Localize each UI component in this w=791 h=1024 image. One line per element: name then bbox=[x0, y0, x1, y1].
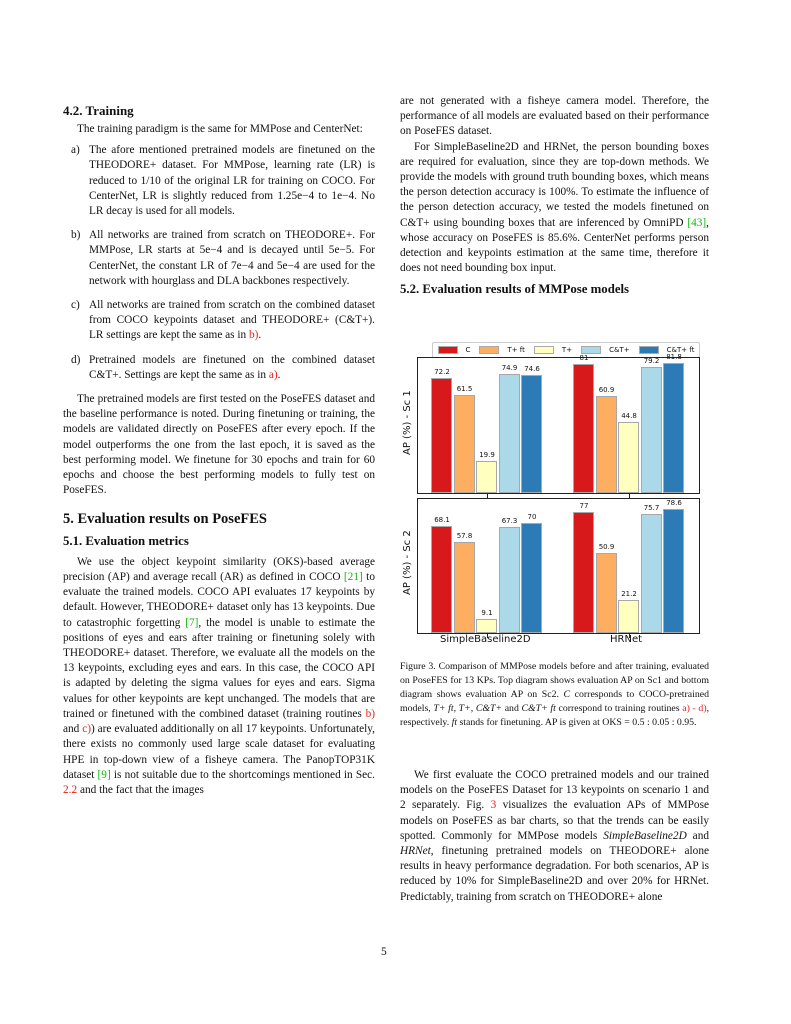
bar bbox=[431, 378, 452, 493]
right-column-bottom bbox=[400, 768, 709, 905]
bar-value-label: 9.1 bbox=[481, 608, 493, 617]
legend-item bbox=[438, 346, 471, 354]
bar bbox=[663, 509, 684, 633]
training-routines-list bbox=[63, 143, 375, 383]
left-column bbox=[63, 92, 375, 798]
routine-c: c) All networks are trained from scratch on the combined dataset from COCO keypoints dataset and THEODORE+ (C&T+). LR settings are kept the same as in b). bbox=[71, 299, 375, 342]
legend-label: T+ ft bbox=[507, 346, 525, 354]
legend-label: C bbox=[465, 346, 471, 354]
plot-scenario-1 bbox=[417, 353, 700, 494]
figure-caption: Figure 3. Comparison of MMPose models before and after training, evaluated on PoseFES for 13 KPs. Top diagram shows evaluation AP on Sc1 and bottom diagram shows evaluation AP on Sc2. C corresponds to COCO-pretrained models, T+ ft, T+, C&T+ and C&T+ ft correspond to training routines a) - d), respectively. ft stands for finetuning. AP is given at OKS = 0.5 : 0.05 : 0.95. bbox=[400, 661, 710, 728]
legend-swatch bbox=[639, 346, 659, 354]
bar bbox=[663, 363, 684, 493]
bar bbox=[499, 527, 520, 633]
bar bbox=[573, 364, 594, 493]
x-tick-label-hrnet: HRNet bbox=[610, 634, 643, 645]
legend-item bbox=[581, 346, 630, 354]
right-column-top bbox=[400, 94, 709, 298]
bar-value-label: 79.2 bbox=[643, 357, 660, 366]
section-link-2-2[interactable]: 2.2 bbox=[63, 783, 78, 796]
legend-swatch bbox=[581, 346, 601, 354]
y-axis-label-sc2: AP (%) - Sc 2 bbox=[402, 530, 413, 595]
routine-d: d) Pretrained models are finetuned on the combined dataset C&T+. Settings are kept the same as in a). bbox=[71, 353, 375, 381]
training-paragraph: The pretrained models are first tested on the PoseFES dataset and the baseline performance is noted. During finetuning or training, the models are validated directly on PoseFES after every epoch. If the model outperforms the one from the last epoch, it is saved as the best performing model. We finetune for 30 epochs and train for 60 epochs and choose the best performing models to fully test on PoseFES. bbox=[63, 393, 375, 497]
bar bbox=[431, 526, 452, 633]
bar bbox=[454, 542, 475, 633]
bar bbox=[596, 396, 617, 493]
bar-value-label: 57.8 bbox=[456, 531, 473, 540]
bar-value-label: 78.6 bbox=[666, 499, 682, 508]
bar bbox=[618, 600, 639, 633]
continued-paragraph: are not generated with a fisheye camera model. Therefore, the performance of all models are evaluated based on their performance on PoseFES dataset. bbox=[400, 95, 709, 138]
bar-value-label: 70 bbox=[527, 512, 537, 521]
routine-b: b) All networks are trained from scratch on THEODORE+. For MMPose, LR starts at 5e−4 and is decayed until 5e−5. For CenterNet, the constant LR of 7e−4 and 5e−4 are used for the network with hourglass and DLA backbones respectively. bbox=[71, 229, 375, 287]
legend-item bbox=[479, 346, 524, 354]
bar-value-label: 81.8 bbox=[666, 353, 682, 362]
bar-value-label: 44.8 bbox=[621, 411, 637, 420]
ref-link-b[interactable]: b) bbox=[249, 329, 259, 342]
bar-value-label: 61.5 bbox=[456, 385, 473, 394]
citation-9[interactable]: [9] bbox=[97, 768, 111, 781]
citation-43[interactable]: [43] bbox=[687, 216, 707, 229]
training-intro: The training paradigm is the same for MMPose and CenterNet: bbox=[77, 122, 363, 135]
subsection-heading-metrics: 5.1. Evaluation metrics bbox=[63, 533, 189, 548]
bar-value-label: 68.1 bbox=[434, 515, 450, 524]
bar bbox=[521, 375, 542, 493]
bar-value-label: 77 bbox=[579, 501, 589, 510]
bar-value-label: 74.6 bbox=[524, 364, 540, 373]
bar-value-label: 50.9 bbox=[598, 542, 615, 551]
legend-item bbox=[534, 346, 572, 354]
legend-label: C&T+ ft bbox=[666, 346, 695, 354]
plot-scenario-2 bbox=[417, 498, 700, 634]
bar bbox=[573, 512, 594, 633]
subsection-heading-mmpose: 5.2. Evaluation results of MMPose models bbox=[400, 282, 630, 297]
figure-link-3[interactable]: 3 bbox=[490, 799, 497, 812]
metrics-paragraph: We use the object keypoint similarity (OKS)-based average precision (AP) and average recall (AR) as defined in COCO [21] to evaluate the trained models. COCO API evaluates 17 keypoints by default. However, THEODORE+ dataset only has 13 keypoints. Due to catastrophic forgetting [7], the model is unable to estimate the positions of eyes and ears after training or finetuning solely with THEODORE+ dataset. Therefore, we evaluate all the models on the 13 keypoints, excluding eyes and ears. In this case, the COCO API is adapted by deleting the sigma values for eyes and ears. Sigma values for other keypoints are kept unchanged. The models that are trained or finetuned with the combined dataset (training routines b) and c)) are evaluated additionally on all 17 keypoints. Unfortunately, there exists no commonly used large scale dataset for evaluating HPE in top-down view of a fisheye camera. The PanopTOP31K dataset [9] is not suitable due to the shortcomings mentioned in Sec. 2.2 and the fact that the images bbox=[63, 555, 375, 796]
figure-3-bar-chart bbox=[400, 335, 710, 650]
bbox-paragraph: For SimpleBaseline2D and HRNet, the person bounding boxes are required for evaluation, since they are top-down methods. We provide the models with ground truth bounding boxes, which means the person detection accuracy is 100%. To estimate the influence of the person detection accuracy, we tested the models finetuned on C&T+ using bounding boxes that are inferenced by OmniPD [43], whose accuracy on PoseFES is 85.6%. CenterNet performs person detection and keypoints estimation at the same time, therefore it does not need bounding box input. bbox=[400, 140, 709, 275]
ref-link-b2[interactable]: b) bbox=[365, 707, 375, 720]
routine-a: a) The afore mentioned pretrained models are finetuned on the THEODORE+ dataset. For MMPose, learning rate (LR) is reduced to 1/10 of the original LR for training on COCO. For CenterNet, LR is slightly reduced from 1.25e−4 to 1e−4. No LR decay is used for all models. bbox=[71, 144, 375, 217]
bar-value-label: 72.2 bbox=[434, 368, 450, 377]
bar-value-label: 75.7 bbox=[643, 503, 660, 512]
bar bbox=[641, 514, 662, 633]
y-axis-label-sc1: AP (%) - Sc 1 bbox=[402, 390, 413, 455]
ref-link-a[interactable]: a) bbox=[268, 368, 278, 381]
citation-21[interactable]: [21] bbox=[343, 571, 363, 584]
bar bbox=[618, 422, 639, 493]
bar-value-label: 21.2 bbox=[621, 589, 637, 598]
bar bbox=[476, 619, 497, 633]
legend-label: C&T+ bbox=[609, 346, 630, 354]
legend-swatch bbox=[438, 346, 458, 354]
bar bbox=[454, 395, 475, 493]
section-heading-training: 4.2. Training bbox=[63, 102, 134, 118]
legend-swatch bbox=[479, 346, 499, 354]
evaluation-paragraph: We first evaluate the COCO pretrained models and our trained models on the PoseFES Dataset for 13 keypoints on scenario 1 and 2 separately. Fig. 3 visualizes the evaluation APs of MMPose models on PoseFES as bar charts, so that the trends can be easily spotted. Commonly for MMPose models SimpleBaseline2D and HRNet, finetuning pretrained models on THEODORE+ alone results in heavy performance degradation. For both scenarios, AP is reduced by 10% for SimpleBaseline2D and over 20% for HRNet. Predictably, training from scratch on THEODORE+ alone bbox=[400, 769, 709, 903]
legend-label: T+ bbox=[561, 346, 573, 354]
bar-value-label: 19.9 bbox=[479, 451, 495, 460]
ref-link-c[interactable]: c) bbox=[82, 723, 91, 736]
bar bbox=[499, 374, 520, 493]
bar bbox=[476, 461, 497, 493]
bar bbox=[521, 523, 542, 633]
bar-value-label: 81 bbox=[579, 354, 589, 363]
bar bbox=[641, 367, 662, 493]
page-number: 5 bbox=[381, 946, 387, 958]
bar-value-label: 60.9 bbox=[598, 386, 615, 395]
bar-value-label: 67.3 bbox=[501, 516, 518, 525]
citation-7[interactable]: [7] bbox=[185, 616, 199, 629]
legend-swatch bbox=[534, 346, 554, 354]
bar-value-label: 74.9 bbox=[501, 364, 518, 373]
ref-link-a-d[interactable]: a) - d) bbox=[682, 703, 707, 714]
section-heading-evaluation: 5. Evaluation results on PoseFES bbox=[63, 511, 267, 528]
x-tick-label-simplebaseline2d: SimpleBaseline2D bbox=[440, 634, 531, 645]
